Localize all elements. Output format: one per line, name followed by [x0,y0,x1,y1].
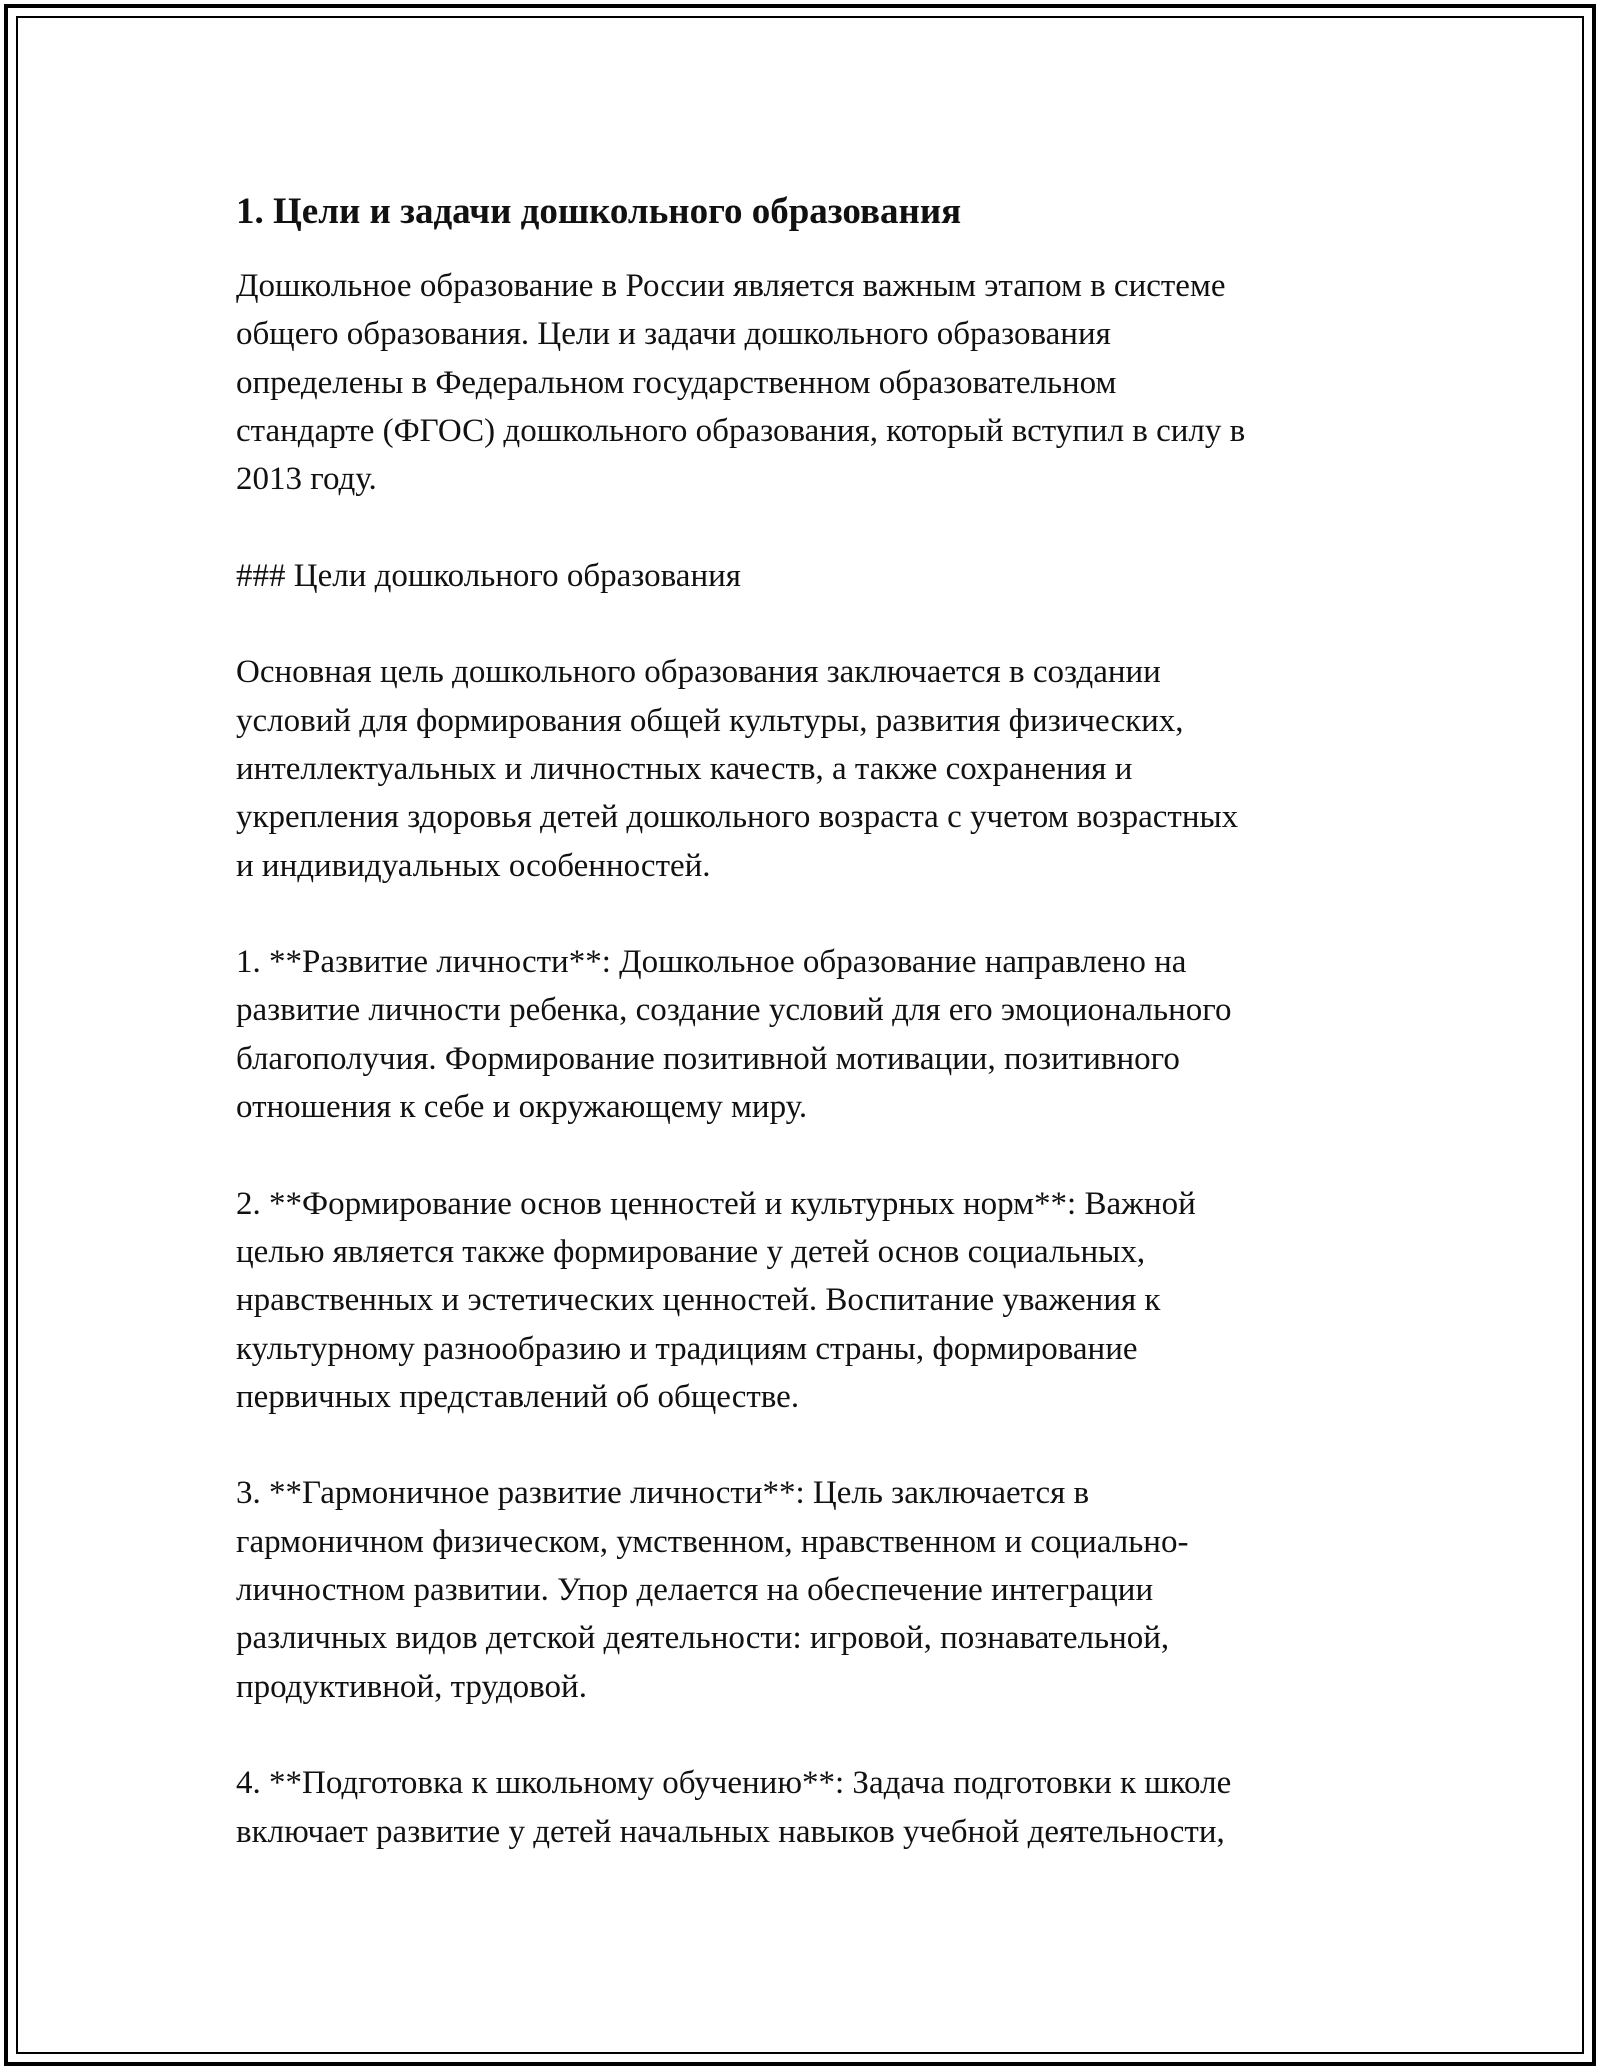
text-line: культурному разнообразию и традициям страны, формирование [236,1330,1138,1367]
text-line: нравственных и эстетических ценностей. Воспитание уважения к [236,1282,1161,1319]
text-line: личностном развитии. Упор делается на обеспечение интеграции [236,1572,1154,1609]
text-line: различных видов детской деятельности: игровой, познавательной, [236,1620,1170,1657]
text-line: отношения к себе и окружающему миру. [236,1089,808,1126]
text-line: продуктивной, трудовой. [236,1668,587,1705]
list-item-2 [236,1180,1386,1421]
list-item-3 [236,1469,1386,1710]
text-line: ### Цели дошкольного образования [236,557,741,594]
text-line: 2. **Формирование основ ценностей и культурных норм**: Важной [236,1185,1196,1222]
paragraph-intro [236,262,1386,503]
text-line: Основная цель дошкольного образования заключается в создании [236,654,1161,691]
document-body [236,188,1386,1904]
text-line: гармоничном физическом, умственном, нравственном и социально- [236,1523,1189,1560]
text-line: 1. **Развитие личности**: Дошкольное образование направлено на [236,944,1187,981]
list-item-1 [236,938,1386,1131]
text-line: Дошкольное образование в России является важным этапом в системе [236,268,1226,304]
section-heading: 1. Цели и задачи дошкольного образования [236,191,962,232]
list-item-4 [236,1759,1386,1856]
text-line: определены в Федеральном государственном образовательном [236,364,1117,401]
text-line: целью является также формирование у детей основ социальных, [236,1233,1146,1270]
text-line: развитие личности ребенка, создание условий для его эмоционального [236,992,1232,1029]
text-line: условий для формирования общей культуры, развития физических, [236,702,1184,739]
text-line: включает развитие у детей начальных навыков учебной деятельности, [236,1813,1225,1850]
text-line: первичных представлений об обществе. [236,1378,800,1415]
text-line: и индивидуальных особенностей. [236,847,711,884]
text-line: общего образования. Цели и задачи дошкольного образования [236,316,1111,353]
text-line: укрепления здоровья детей дошкольного возраста с учетом возрастных [236,799,1239,836]
paragraph-main-goal [236,648,1386,889]
text-line: 3. **Гармоничное развитие личности**: Цель заключается в [236,1475,1090,1512]
text-line: стандарте (ФГОС) дошкольного образования, который вступил в силу в [236,412,1246,449]
text-line: 2013 году. [236,461,377,498]
text-line: 4. **Подготовка к школьному обучению**: Задача подготовки к школе [236,1765,1232,1802]
text-line: интеллектуальных и личностных качеств, а также сохранения и [236,750,1133,787]
paragraph-subheading [236,552,1386,600]
text-line: благополучия. Формирование позитивной мотивации, позитивного [236,1040,1180,1077]
